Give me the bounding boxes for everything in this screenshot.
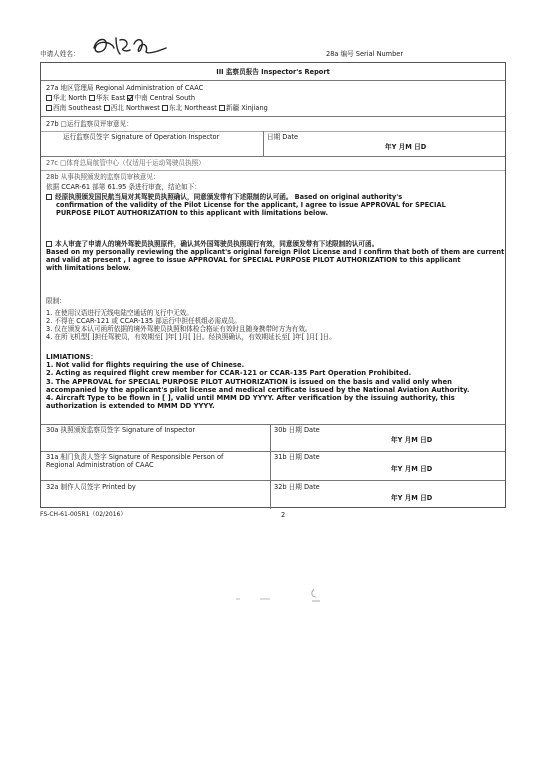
region-option-southwest[interactable]: 西南 Southeast xyxy=(46,104,102,112)
responsible-person-date-label: 31b 日期 Date xyxy=(274,453,320,461)
option-1-en-text-c: PURPOSE PILOT AUTHORIZATION to this applicant with limitations below. xyxy=(56,209,329,217)
section-27c-label: 27c □体育总局航管中心（仅适用于运动驾驶员执照） xyxy=(46,159,205,167)
form-number: FS-CH-61-005R1（02/2016） xyxy=(40,511,127,518)
form-title: III 监察员报告 Inspector's Report xyxy=(216,68,330,76)
responsible-person-signature-label-2: Regional Administration of CAAC xyxy=(46,461,154,469)
option-1-en-text-b: confirmation of the validity of the Pilot License for the applicant, I agree to issue APPROVAL for SPECIAL xyxy=(56,201,446,209)
limitations-en xyxy=(46,353,470,410)
scan-marks xyxy=(230,585,330,607)
printed-by-label: 32a 制作人员签字 Printed by xyxy=(46,483,136,491)
responsible-person-ymd: 年Y 月M 日D xyxy=(391,465,433,473)
limitation-en-2: 2. Acting as required flight crew member for CCAR-121 or CCAR-135 Part Operation Prohibited. xyxy=(46,369,412,378)
page-number: 2 xyxy=(281,511,286,519)
limitations-cn-title: 限制： xyxy=(46,297,66,305)
checkbox-northwest[interactable] xyxy=(104,105,110,111)
limitation-cn-1: 1. 在使用汉语进行无线电陆空通话的飞行中无效。 xyxy=(46,309,193,317)
checkbox-southwest[interactable] xyxy=(46,105,52,111)
serial-number-label: 28a 编号 Serial Number xyxy=(326,50,404,58)
option-1-block xyxy=(46,193,502,217)
limitations-cn xyxy=(46,297,336,341)
region-option-central-south[interactable]: 中南 Central South xyxy=(127,94,195,102)
limitations-en-title: LIMIATIONS： xyxy=(46,353,98,361)
operation-inspector-signature-label: 运行监察员签字 Signature of Operation Inspector xyxy=(63,133,220,141)
checkbox-central-south[interactable] xyxy=(127,95,133,101)
limitation-cn-2: 2. 不得在 CCAR-121 或 CCAR-135 部运行中担任机组必需成员。 xyxy=(46,317,241,325)
option-2-en-text-a: Based on my personally reviewing the applicant's original foreign Pilot License and I confirm that both of them are current xyxy=(46,248,505,256)
limitation-cn-3: 3. 仅在颁发本认可函所依据的境外驾驶员执照和体检合格证有效时且随身携带时方为有效。 xyxy=(46,325,312,333)
option-1-en-text-a: Based on original authority's xyxy=(294,193,403,201)
checkbox-east[interactable] xyxy=(89,95,95,101)
inspector-signature-label: 30a 执照颁发监察员签字 Signature of Inspector xyxy=(46,426,196,434)
limitation-en-3-cont: accompanied by the applicant's pilot license and medical certificate issued by the National Aviation Authority. xyxy=(46,385,470,394)
region-option-north[interactable]: 华北 North xyxy=(46,94,87,102)
limitation-en-4-cont: authorization is extended to MMM DD YYYY. xyxy=(46,402,215,411)
limitation-en-1: 1. Not valid for flights requiring the use of Chinese. xyxy=(46,361,245,370)
applicant-signature xyxy=(86,30,176,60)
region-option-east[interactable]: 华东 East xyxy=(89,94,126,102)
inspector-date-label: 30b 日期 Date xyxy=(274,426,320,434)
applicant-name-label: 申请人姓名： xyxy=(40,50,80,58)
option-2-en-text-c: with limitations below. xyxy=(46,264,131,272)
limitation-en-4: 4. Aircraft Type to be flown in [ ], valid until MMM DD YYYY. After verification by the issuing authority, this xyxy=(46,394,455,403)
region-option-xinjiang[interactable]: 新疆 Xinjiang xyxy=(219,104,268,112)
section-27a-label: 27a 地区管理局 Regional Administration of CAAC xyxy=(46,84,204,92)
region-row-1 xyxy=(46,94,195,102)
printed-by-ymd: 年Y 月M 日D xyxy=(391,494,433,502)
section-28b-label: 28b 从事执照颁发的监察员审核意见： xyxy=(46,173,160,181)
region-option-northwest[interactable]: 西北 Northwest xyxy=(104,104,160,112)
review-basis: 依据 CCAR-61 部第 61.95 条进行审查，结论如下： xyxy=(46,183,201,191)
option-1-cn-text: 经原执照颁发国民航当局对其驾驶员执照确认，同意颁发带有下述限制的认可函。 xyxy=(55,193,293,201)
region-row-2 xyxy=(46,104,268,112)
option-2-block xyxy=(46,240,505,272)
checkbox-xinjiang[interactable] xyxy=(219,105,225,111)
checkbox-north[interactable] xyxy=(46,95,52,101)
section-27b-ymd: 年Y 月M 日D xyxy=(385,143,427,151)
limitation-cn-4: 4. 在所飞机型[ ]担任驾驶员，有效期至[ ]年[ ]月[ ]日。经执照确认，有效期延长至[ ]年[ ]月[ ]日。 xyxy=(46,333,336,341)
printed-by-date-label: 32b 日期 Date xyxy=(274,483,320,491)
option-2-en-text-b: and valid at present , I agree to issue APPROVAL for SPECIAL PURPOSE PILOT AUTHORIZATION to this applicant xyxy=(46,256,461,264)
responsible-person-signature-label: 31a 相门负责人签字 Signature of Responsible Person of xyxy=(46,453,224,461)
region-option-northeast[interactable]: 东北 Northeast xyxy=(162,104,217,112)
option-2-cn-text: 本人审查了申请人的境外驾驶员执照原件，确认其外国驾驶员执照现行有效，同意颁发带有下述限制的认可函。 xyxy=(55,240,379,248)
option-2-checkbox[interactable] xyxy=(46,241,52,247)
inspector-report-form xyxy=(40,62,506,508)
section-27b-label: 27b □运行监察员评审意见： xyxy=(46,120,133,128)
checkbox-northeast[interactable] xyxy=(162,105,168,111)
limitation-en-3: 3. The APPROVAL for SPECIAL PURPOSE PILOT AUTHORIZATION is issued on the basis and valid only when xyxy=(46,377,452,386)
inspector-ymd: 年Y 月M 日D xyxy=(391,436,433,444)
option-1-checkbox[interactable] xyxy=(46,194,52,200)
section-27b-date-label: 日期 Date xyxy=(267,133,299,141)
